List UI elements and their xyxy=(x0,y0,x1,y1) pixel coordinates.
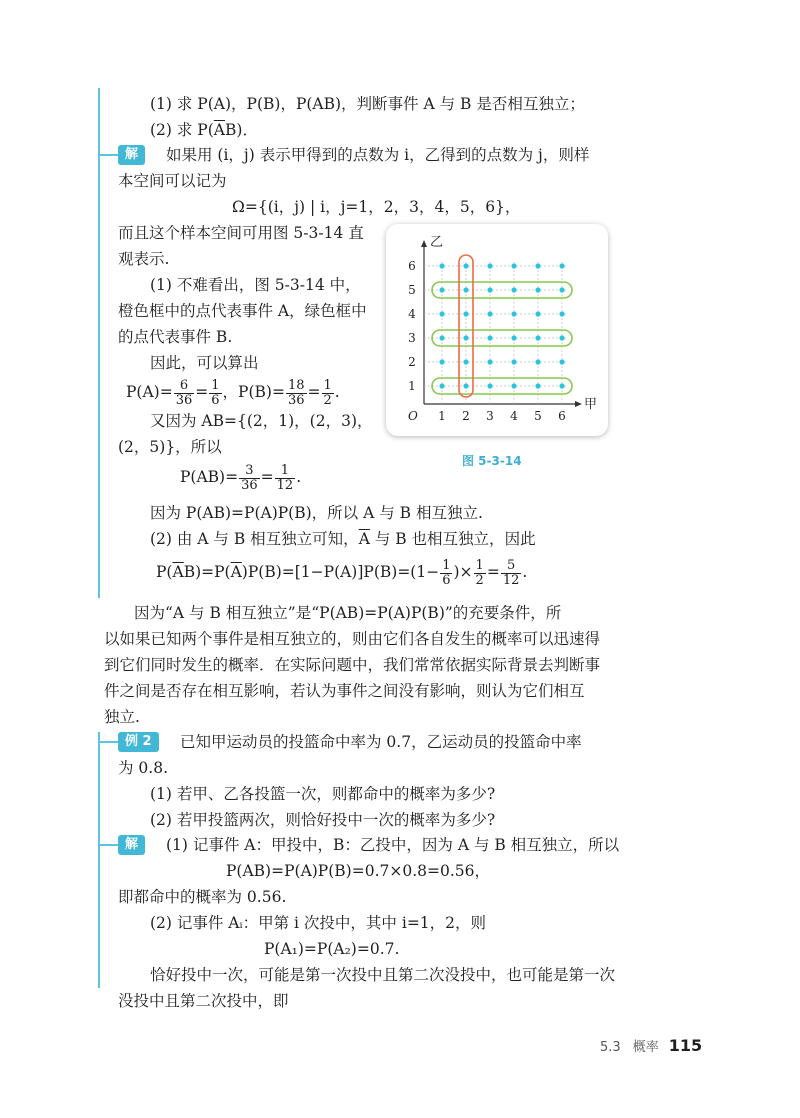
sample-point xyxy=(535,383,540,388)
sample-point xyxy=(463,287,468,292)
sample-point xyxy=(559,335,564,340)
solution-tag: 解 xyxy=(118,835,145,855)
sample-point xyxy=(535,359,540,364)
sample-point xyxy=(559,287,564,292)
sample-point xyxy=(439,311,444,316)
question-1: (1) 若甲、乙各投篮一次，则都命中的概率为多少? xyxy=(150,785,496,803)
sample-point xyxy=(535,287,540,292)
x-tick-label: 1 xyxy=(438,409,446,423)
sample-point xyxy=(559,263,564,268)
page-number: 115 xyxy=(668,1036,703,1055)
solution-text: (1) 记事件 A：甲投中，B：乙投中，因为 A 与 B 相互独立，所以 xyxy=(166,836,620,854)
solution-text: 即都命中的概率为 0.56. xyxy=(118,888,287,906)
sample-point xyxy=(487,287,492,292)
sample-point xyxy=(439,287,444,292)
solution-tag: 解 xyxy=(118,145,145,165)
solution-text: 而且这个样本空间可用图 5-3-14 直 xyxy=(118,224,364,242)
sample-point xyxy=(463,263,468,268)
sample-point xyxy=(487,263,492,268)
paragraph-line: 到它们同时发生的概率．在实际问题中，我们常常依据实际背景去判断事 xyxy=(104,656,601,674)
sample-point xyxy=(487,335,492,340)
question-1: (1) 求 P(A)，P(B)，P(AB)，判断事件 A 与 B 是否相互独立； xyxy=(150,95,585,113)
solution-formula: P(A₁)=P(A₂)=0.7. xyxy=(264,940,400,958)
solution-text: 恰好投中一次，可能是第一次投中且第二次没投中，也可能是第一次 xyxy=(150,966,616,984)
sample-point xyxy=(511,359,516,364)
solution-formula: P(AB)=P(A)P(B)=0.7×0.8=0.56， xyxy=(226,862,490,880)
sample-point xyxy=(511,287,516,292)
page-footer xyxy=(600,1036,702,1055)
probability-formula: P(A)= $\frac{6}{36}$ = $\frac{1}{6}$ ，P(B)= $\frac{18}{36}$ = $\frac{1}{2}$ . xyxy=(126,377,340,408)
solution-text: 观表示. xyxy=(118,250,170,268)
x-tick-label: 2 xyxy=(462,409,470,423)
sample-point xyxy=(511,383,516,388)
sample-point xyxy=(511,335,516,340)
solution-text: (1) 不难看出，图 5-3-14 中， xyxy=(150,276,361,294)
y-tick-label: 1 xyxy=(408,379,416,393)
paragraph-line: 因为“A 与 B 相互独立”是“P(AB)=P(A)P(B)”的充要条件，所 xyxy=(134,604,562,622)
x-tick-label: 5 xyxy=(534,409,542,423)
solution-text: 的点代表事件 B. xyxy=(118,328,233,346)
sample-point xyxy=(463,311,468,316)
x-tick-label: 4 xyxy=(510,409,518,423)
y-tick-label: 4 xyxy=(408,307,416,321)
sample-point xyxy=(559,383,564,388)
y-axis-arrow xyxy=(421,240,427,247)
paragraph-line: 件之间是否存在相互影响，若认为事件之间没有影响，则认为它们相互 xyxy=(104,682,585,700)
sample-point xyxy=(535,263,540,268)
sample-point xyxy=(439,383,444,388)
probability-formula: P(AB)= $\frac{3}{36}$ = $\frac{1}{12}$ . xyxy=(180,462,302,493)
example-text: 已知甲运动员的投篮命中率为 0.7，乙运动员的投篮命中率 xyxy=(180,733,582,751)
sample-point xyxy=(487,359,492,364)
solution-text: 没投中且第二次投中，即 xyxy=(118,992,289,1010)
paragraph-line: 独立. xyxy=(104,708,140,726)
sample-point xyxy=(487,311,492,316)
x-axis-label: 甲 xyxy=(584,397,598,412)
solution-text: (2，5)}，所以 xyxy=(118,438,222,456)
y-tick-label: 2 xyxy=(408,355,416,369)
sample-point xyxy=(535,335,540,340)
sample-point xyxy=(535,311,540,316)
x-tick-label: 3 xyxy=(486,409,494,423)
sample-point xyxy=(487,383,492,388)
y-tick-label: 6 xyxy=(408,259,416,273)
sample-space-formula: Ω={(i，j) | i，j=1，2，3，4，5，6}， xyxy=(232,198,521,216)
solution-text: (2) 记事件 Aᵢ：甲第 i 次投中，其中 i=1，2，则 xyxy=(150,914,487,932)
solution-text: 因此，可以算出 xyxy=(150,354,259,372)
solution-text: 又因为 AB={(2，1)，(2，3)， xyxy=(150,412,373,430)
sample-point xyxy=(463,335,468,340)
origin-label: O xyxy=(408,409,418,423)
example-margin-bar xyxy=(98,88,100,598)
sample-point xyxy=(511,263,516,268)
example-margin-bar xyxy=(98,732,100,988)
paragraph-line: 以如果已知两个事件是相互独立的，则由它们各自发生的概率可以迅速得 xyxy=(104,630,601,648)
solution-text: 本空间可以记为 xyxy=(118,172,227,190)
section-title: 概率 xyxy=(632,1040,659,1055)
question-2: (2) 若甲投篮两次，则恰好投中一次的概率为多少? xyxy=(150,811,496,829)
probability-formula: $P(\overline{A}B)=P(\overline{A})P(B)=[1-P(A)]P(B)=(1-$ $\frac{1}{6}$ )× $\frac{1}{2}$ = $\frac{5}{12}$ . xyxy=(156,557,528,588)
y-axis-label: 乙 xyxy=(430,235,444,250)
question-2: (2) 求 $P(\overline{A}B)$． xyxy=(150,121,258,139)
section-number: 5.3 xyxy=(600,1040,621,1055)
solution-text: (2) 由 A 与 B 相互独立可知，$\overline{A}$ 与 B 也相互独立，因此 xyxy=(150,530,536,548)
sample-point xyxy=(463,383,468,388)
example-tag-line xyxy=(100,741,118,743)
example-tag: 例 2 xyxy=(118,732,159,752)
figure-caption: 图 5-3-14 xyxy=(462,454,522,468)
solution-text: 因为 P(AB)=P(A)P(B)，所以 A 与 B 相互独立. xyxy=(150,504,483,522)
solution-text: 如果用 (i，j) 表示甲得到的点数为 i，乙得到的点数为 j，则样 xyxy=(166,146,590,164)
x-axis-arrow xyxy=(575,401,582,407)
x-tick-label: 6 xyxy=(558,409,566,423)
sample-point xyxy=(559,311,564,316)
sample-point xyxy=(439,359,444,364)
solution-tag-line xyxy=(100,154,118,156)
sample-space-diagram xyxy=(386,224,608,436)
solution-text: 橙色框中的点代表事件 A，绿色框中 xyxy=(118,302,367,320)
y-tick-label: 3 xyxy=(408,331,416,345)
figure-5-3-14 xyxy=(386,224,608,436)
sample-point xyxy=(439,335,444,340)
sample-point xyxy=(439,263,444,268)
example-text: 为 0.8. xyxy=(118,759,169,777)
y-tick-label: 5 xyxy=(408,283,416,297)
solution-tag-line xyxy=(100,844,118,846)
sample-point xyxy=(559,359,564,364)
sample-point xyxy=(511,311,516,316)
sample-point xyxy=(463,359,468,364)
